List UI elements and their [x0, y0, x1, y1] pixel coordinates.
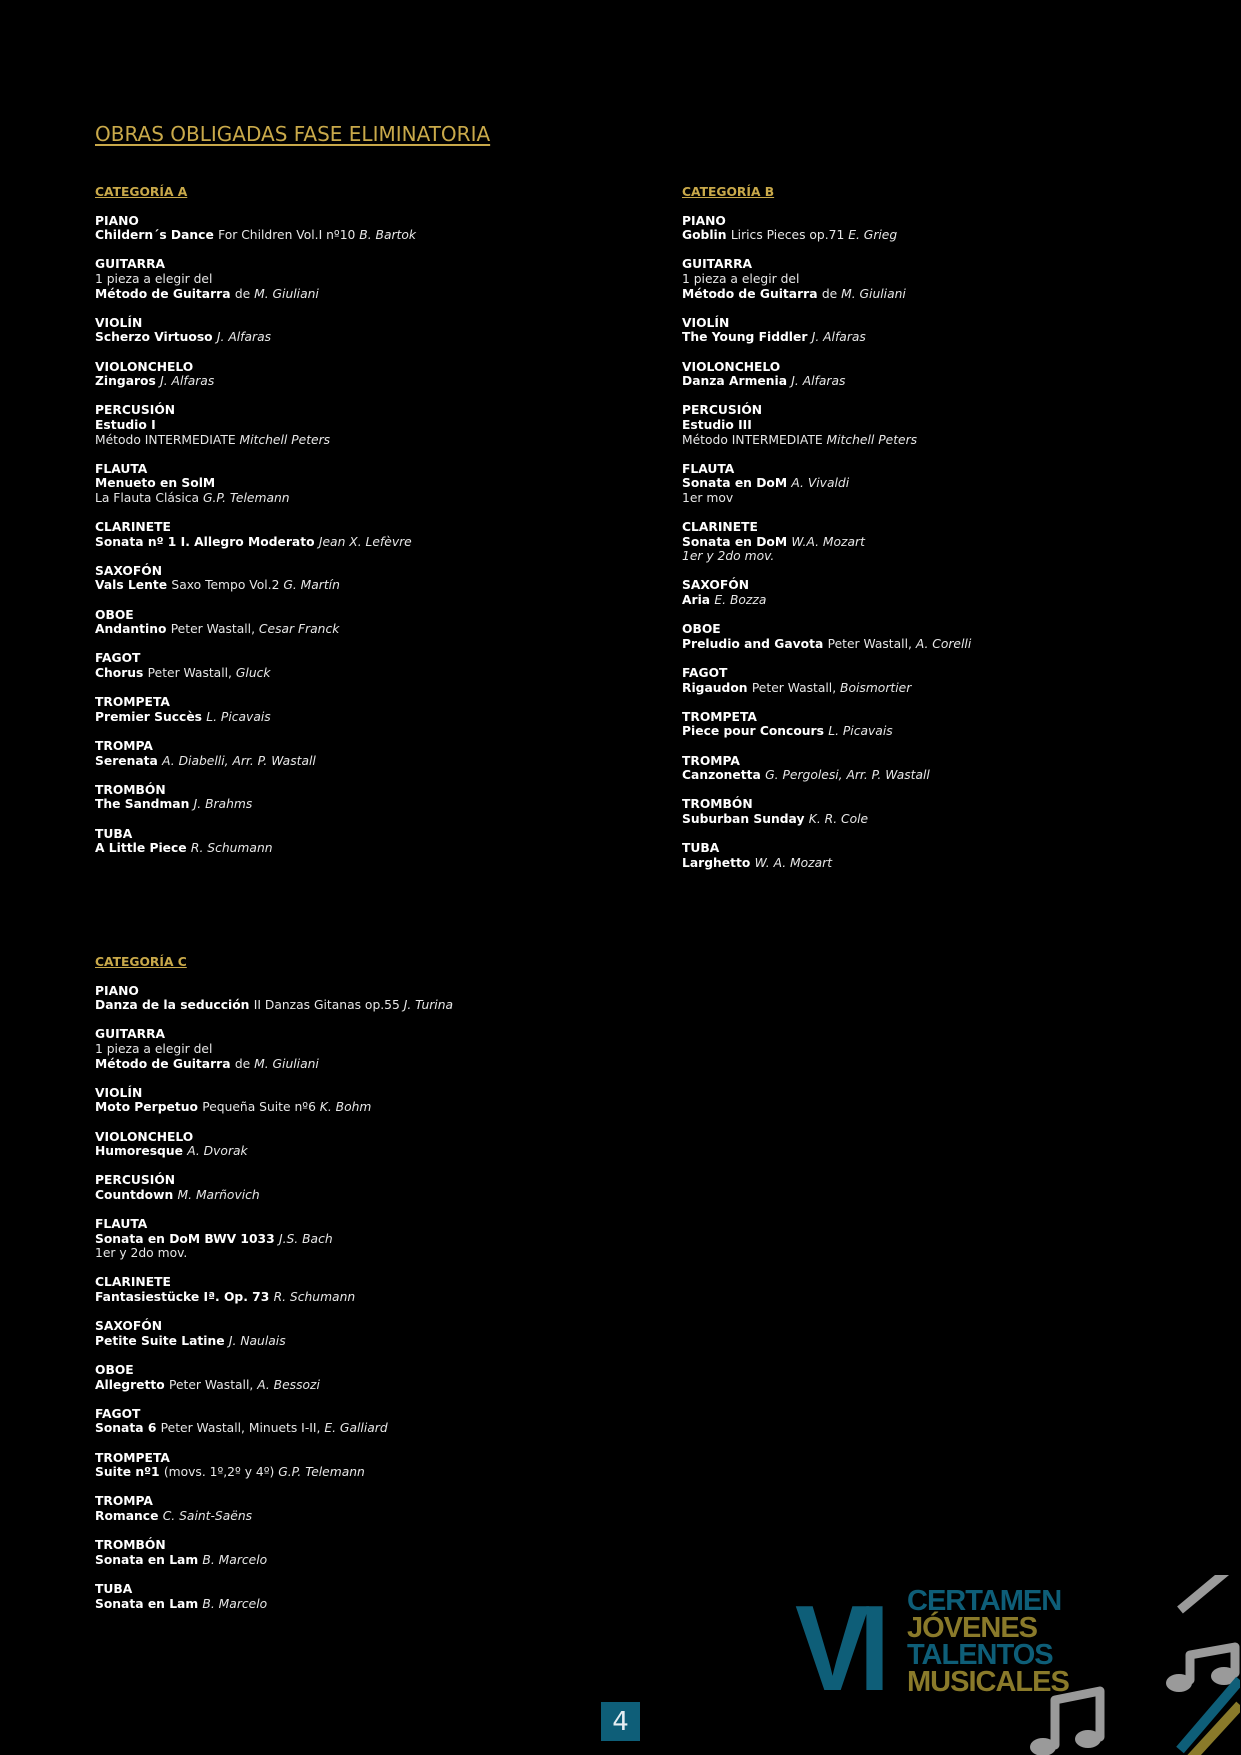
work-line [95, 228, 575, 243]
work-title: Danza de la seducción [95, 998, 254, 1013]
instrument-label: TROMPETA [95, 695, 170, 710]
instrument-label: TUBA [95, 1581, 133, 1596]
repertoire-entry [682, 841, 1162, 870]
repertoire-entry [95, 403, 575, 447]
instrument-label: GUITARRA [95, 257, 166, 272]
instrument-label: TROMBÓN [682, 797, 753, 812]
repertoire-entry [95, 1407, 575, 1436]
work-detail: Pequeña Suite nº6 [202, 1100, 320, 1115]
instrument-label: SAXOFÓN [95, 1319, 163, 1334]
composer-name: R. Schumann [273, 1290, 356, 1305]
instrument-label: FAGOT [95, 651, 141, 666]
repertoire-entry [95, 257, 575, 301]
composer-name: E. Bozza [714, 593, 767, 608]
repertoire-entry [95, 1086, 575, 1115]
work-title: Moto Perpetuo [95, 1100, 203, 1115]
work-line [682, 228, 1162, 243]
work-title: The Sandman [95, 797, 194, 812]
composer-name: Jean X. Lefèvre [318, 534, 412, 549]
repertoire-entry [95, 462, 575, 506]
instrument-label: OBOE [95, 607, 134, 622]
repertoire-entry [682, 710, 1162, 739]
composer-name: L. Picavais [206, 709, 271, 724]
work-detail: (movs. 1º,2º y 4º) [163, 1465, 279, 1480]
instrument-label: TROMPA [95, 738, 153, 753]
repertoire-entry [95, 1173, 575, 1202]
work-line [95, 1509, 575, 1524]
work-line [95, 374, 575, 389]
work-title: Estudio I [95, 417, 156, 432]
logo-line-2: JÓVENES [907, 1612, 1037, 1644]
repertoire-entry [682, 578, 1162, 607]
instrument-label: PIANO [95, 213, 139, 228]
work-line [95, 1378, 575, 1393]
work-title: Preludio and Gavota [682, 636, 828, 651]
work-detail: de [821, 286, 842, 301]
work-title: Estudio III [682, 417, 752, 432]
instrument-label: FAGOT [95, 1406, 141, 1421]
composer-name: K. Bohm [319, 1100, 372, 1115]
work-detail: Peter Wastall, [827, 636, 916, 651]
work-title: Humoresque [95, 1144, 188, 1159]
work-detail: 1 pieza a elegir del [95, 271, 213, 286]
work-title: Premier Succès [95, 709, 207, 724]
repertoire-entry [95, 783, 575, 812]
work-line [95, 433, 575, 448]
composer-name: Gluck [235, 666, 271, 680]
composer-name: J. Alfaras [791, 374, 846, 389]
music-note-icon [1030, 1730, 1101, 1755]
instrument-label: TROMPA [95, 1494, 153, 1509]
work-line [95, 578, 575, 593]
instrument-label: TROMBÓN [95, 782, 166, 797]
work-title: Suite nº1 [95, 1465, 164, 1480]
composer-name: Mitchell Peters [239, 432, 331, 447]
work-line [95, 998, 575, 1013]
repertoire-entry [95, 608, 575, 637]
work-detail: Método INTERMEDIATE [682, 432, 827, 447]
work-detail: Peter Wastall, [168, 1377, 258, 1392]
repertoire-entry [95, 827, 575, 856]
repertoire-entry [95, 651, 575, 680]
work-line [95, 1246, 575, 1261]
category-entries [95, 984, 575, 1612]
work-line [682, 491, 1162, 506]
work-line [95, 1232, 575, 1247]
work-line [95, 272, 575, 287]
composer-name: M. Giuliani [254, 1056, 319, 1071]
composer-name: M. Giuliani [254, 286, 319, 301]
composer-name: W. A. Mozart [754, 855, 833, 870]
work-line [95, 1465, 575, 1480]
work-line [95, 491, 575, 506]
work-line [682, 418, 1162, 433]
work-line [682, 476, 1162, 491]
work-title: A Little Piece [95, 841, 191, 856]
repertoire-entry [95, 1538, 575, 1567]
composer-name: J. Turina [403, 998, 454, 1013]
work-detail: II Danzas Gitanas op.55 [253, 998, 404, 1013]
category-title: CATEGORÍA B [682, 185, 775, 199]
work-detail: de [234, 1056, 255, 1071]
work-line [95, 666, 575, 681]
repertoire-entry [682, 622, 1162, 651]
instrument-label: CLARINETE [682, 520, 758, 535]
composer-name: B. Marcelo [202, 1552, 268, 1567]
work-title: Sonata en DoM BWV 1033 [95, 1231, 279, 1246]
instrument-label: TUBA [682, 841, 720, 856]
work-title: Childern´s Dance [95, 228, 219, 243]
composer-name: J. Alfaras [216, 330, 272, 345]
work-line [95, 418, 575, 433]
page-number: 4 [601, 1702, 640, 1741]
instrument-label: FAGOT [682, 666, 728, 680]
certamen-logo [795, 1575, 1240, 1755]
work-line [95, 1553, 575, 1568]
category-entries [95, 214, 575, 856]
instrument-label: VIOLÍN [682, 315, 730, 330]
work-line [682, 637, 1162, 652]
work-title: Scherzo Virtuoso [95, 330, 217, 345]
repertoire-entry [95, 1217, 575, 1261]
composer-name: C. Saint-Saëns [162, 1508, 253, 1523]
composer-name: A. Bessozi [257, 1377, 320, 1392]
work-line [682, 856, 1162, 871]
work-line [95, 330, 575, 345]
composer-name: B. Marcelo [202, 1596, 268, 1611]
work-title: Sonata nº 1 I. Allegro Moderato [95, 534, 319, 549]
repertoire-entry [95, 564, 575, 593]
work-line [95, 1334, 575, 1349]
repertoire-entry [95, 984, 575, 1013]
repertoire-entry [682, 257, 1162, 301]
composer-name: J. Naulais [228, 1333, 286, 1348]
work-title: Zingaros [95, 374, 161, 389]
repertoire-entry [95, 739, 575, 768]
work-title: Método de Guitarra [95, 1056, 235, 1071]
work-line [682, 433, 1162, 448]
work-title: Andantino [95, 622, 171, 637]
instrument-label: VIOLONCHELO [95, 359, 194, 374]
instrument-label: PIANO [95, 983, 139, 998]
repertoire-entry [682, 214, 1162, 243]
work-title: Danza Armenia [682, 374, 792, 389]
instrument-label: FLAUTA [95, 1217, 148, 1232]
work-line [95, 1144, 575, 1159]
repertoire-entry [95, 695, 575, 724]
work-title: Larghetto [682, 855, 755, 870]
instrument-label: TROMBÓN [95, 1538, 166, 1553]
work-title: Fantasiestücke Iª. Op. 73 [95, 1290, 274, 1305]
composer-name: J. Brahms [193, 797, 253, 812]
logo-numeral: VI [795, 1579, 879, 1717]
repertoire-entry [95, 520, 575, 549]
instrument-label: TROMPA [682, 753, 740, 768]
work-detail: La Flauta Clásica [95, 490, 203, 505]
work-title: Sonata en Lam [95, 1552, 203, 1567]
composer-name: B. Bartok [359, 228, 417, 243]
composer-name: Boismortier [840, 680, 912, 695]
work-title: Suburban Sunday [682, 811, 809, 826]
work-title: Sonata en Lam [95, 1596, 203, 1611]
work-title: Chorus [95, 666, 148, 680]
work-detail: Peter Wastall, [751, 680, 841, 695]
instrument-label: TROMPETA [682, 709, 757, 724]
work-title: Petite Suite Latine [95, 1333, 229, 1348]
work-line [95, 535, 575, 550]
work-line [682, 549, 1162, 564]
composer-name: M. Giuliani [841, 286, 906, 301]
composer-name: E. Grieg [848, 228, 898, 243]
work-title: Canzonetta [682, 768, 766, 783]
instrument-label: VIOLÍN [95, 315, 143, 330]
work-line [95, 754, 575, 769]
work-detail: 1 pieza a elegir del [682, 271, 800, 286]
work-detail: Peter Wastall, Minuets I-II, [160, 1421, 325, 1436]
instrument-label: OBOE [682, 622, 721, 637]
work-title: Allegretto [95, 1377, 169, 1392]
composer-name: W.A. Mozart [791, 534, 865, 549]
logo-line-1: CERTAMEN [907, 1585, 1062, 1617]
work-line [682, 812, 1162, 827]
repertoire-entry [682, 316, 1162, 345]
instrument-label: VIOLONCHELO [682, 359, 781, 374]
repertoire-entry [95, 214, 575, 243]
work-line [682, 374, 1162, 389]
work-title: Goblin [682, 228, 731, 243]
work-title: Aria [682, 593, 715, 608]
instrument-label: FLAUTA [95, 461, 148, 476]
composer-name: L. Picavais [828, 724, 893, 739]
work-detail: 1er mov [682, 490, 734, 505]
repertoire-entry [95, 1275, 575, 1304]
instrument-label: OBOE [95, 1363, 134, 1378]
work-line [95, 1597, 575, 1612]
work-title: Rigaudon [682, 680, 752, 695]
work-line [682, 724, 1162, 739]
repertoire-entry [682, 403, 1162, 447]
composer-name: E. Galliard [324, 1421, 388, 1436]
composer-name: A. Corelli [915, 636, 972, 651]
category-title: CATEGORÍA C [95, 955, 187, 969]
composer-name: G.P. Telemann [278, 1465, 365, 1480]
work-line [682, 768, 1162, 783]
repertoire-entry [95, 1494, 575, 1523]
repertoire-entry [95, 1582, 575, 1611]
instrument-label: CLARINETE [95, 1275, 171, 1290]
work-detail: Método INTERMEDIATE [95, 432, 240, 447]
category-title: CATEGORÍA A [95, 185, 188, 199]
work-detail: 1er y 2do mov. [95, 1246, 188, 1261]
work-title: Romance [95, 1508, 163, 1523]
repertoire-entry [95, 1319, 575, 1348]
work-line [95, 1421, 575, 1436]
composer-name: J. Alfaras [811, 330, 866, 345]
repertoire-entry [682, 754, 1162, 783]
composer-name: Cesar Franck [258, 622, 340, 637]
instrument-label: TUBA [95, 826, 133, 841]
work-detail: de [234, 286, 255, 301]
work-detail: 1 pieza a elegir del [95, 1041, 213, 1056]
work-title: Sonata 6 [95, 1421, 161, 1436]
instrument-label: SAXOFÓN [682, 578, 750, 593]
work-line [95, 287, 575, 302]
composer-name: A. Diabelli, Arr. P. Wastall [162, 753, 316, 768]
work-line [95, 476, 575, 491]
instrument-label: PIANO [682, 213, 726, 228]
instrument-label: TROMPETA [95, 1450, 170, 1465]
instrument-label: PERCUSIÓN [95, 1173, 176, 1188]
work-title: Countdown [95, 1187, 178, 1202]
work-line [682, 681, 1162, 696]
instrument-label: VIOLÍN [95, 1085, 143, 1100]
work-line [682, 535, 1162, 550]
composer-name: A. Vivaldi [791, 476, 850, 491]
composer-name: Mitchell Peters [826, 432, 918, 447]
instrument-label: CLARINETE [95, 520, 171, 535]
work-detail: Peter Wastall, [170, 622, 259, 637]
repertoire-entry [682, 462, 1162, 506]
repertoire-entry [95, 1363, 575, 1392]
work-line [682, 330, 1162, 345]
work-line [95, 797, 575, 812]
instrument-label: VIOLONCHELO [95, 1129, 194, 1144]
work-line [95, 1100, 575, 1115]
repertoire-entry [95, 1451, 575, 1480]
instrument-label: PERCUSIÓN [682, 403, 763, 418]
work-line [95, 1290, 575, 1305]
work-line [682, 287, 1162, 302]
work-title: Sonata en DoM [682, 476, 792, 491]
work-detail: Lirics Pieces op.71 [730, 228, 849, 243]
logo-line-3: TALENTOS [907, 1639, 1053, 1671]
work-line [95, 622, 575, 637]
work-line [95, 1057, 575, 1072]
work-title: Piece pour Concours [682, 724, 829, 739]
work-title: Menueto en SolM [95, 476, 216, 491]
composer-name: A. Dvorak [187, 1144, 248, 1159]
category-b-section [682, 185, 1162, 885]
instrument-label: FLAUTA [682, 461, 735, 476]
diagonal-stripe [1180, 1575, 1240, 1610]
work-detail: Saxo Tempo Vol.2 [171, 578, 284, 593]
repertoire-entry [682, 360, 1162, 389]
logo-line-4: MUSICALES [907, 1666, 1069, 1698]
repertoire-entry [682, 520, 1162, 564]
category-c-section [95, 955, 575, 1626]
work-detail: For Children Vol.I nº10 [218, 228, 360, 243]
work-title: Serenata [95, 753, 163, 768]
composer-name: R. Schumann [190, 841, 273, 856]
composer-name: G. Martín [283, 578, 340, 593]
work-title: Método de Guitarra [95, 286, 235, 301]
composer-name: M. Marñovich [177, 1187, 260, 1202]
instrument-label: GUITARRA [95, 1027, 166, 1042]
repertoire-entry [95, 1130, 575, 1159]
work-line [95, 1042, 575, 1057]
work-line [682, 272, 1162, 287]
repertoire-entry [682, 666, 1162, 695]
page-title: OBRAS OBLIGADAS FASE ELIMINATORIA [95, 122, 491, 146]
repertoire-entry [682, 797, 1162, 826]
work-line [95, 1188, 575, 1203]
composer-name: K. R. Cole [808, 811, 869, 826]
composer-name: J. Alfaras [160, 374, 215, 389]
work-line [682, 593, 1162, 608]
work-line [95, 710, 575, 725]
instrument-label: GUITARRA [682, 257, 753, 272]
work-line [95, 841, 575, 856]
composer-name: J.S. Bach [278, 1231, 333, 1246]
composer-name: 1er y 2do mov. [682, 549, 775, 564]
instrument-label: PERCUSIÓN [95, 403, 176, 418]
work-title: Método de Guitarra [682, 286, 822, 301]
repertoire-entry [95, 1027, 575, 1071]
category-a-section [95, 185, 575, 870]
work-detail: Peter Wastall, [147, 666, 236, 680]
work-title: The Young Fiddler [682, 330, 812, 345]
work-title: Sonata en DoM [682, 534, 792, 549]
composer-name: G. Pergolesi, Arr. P. Wastall [765, 768, 930, 783]
repertoire-entry [95, 360, 575, 389]
category-entries [682, 214, 1162, 871]
composer-name: G.P. Telemann [202, 490, 290, 505]
work-title: Vals Lente [95, 578, 172, 593]
instrument-label: SAXOFÓN [95, 563, 163, 578]
repertoire-entry [95, 316, 575, 345]
